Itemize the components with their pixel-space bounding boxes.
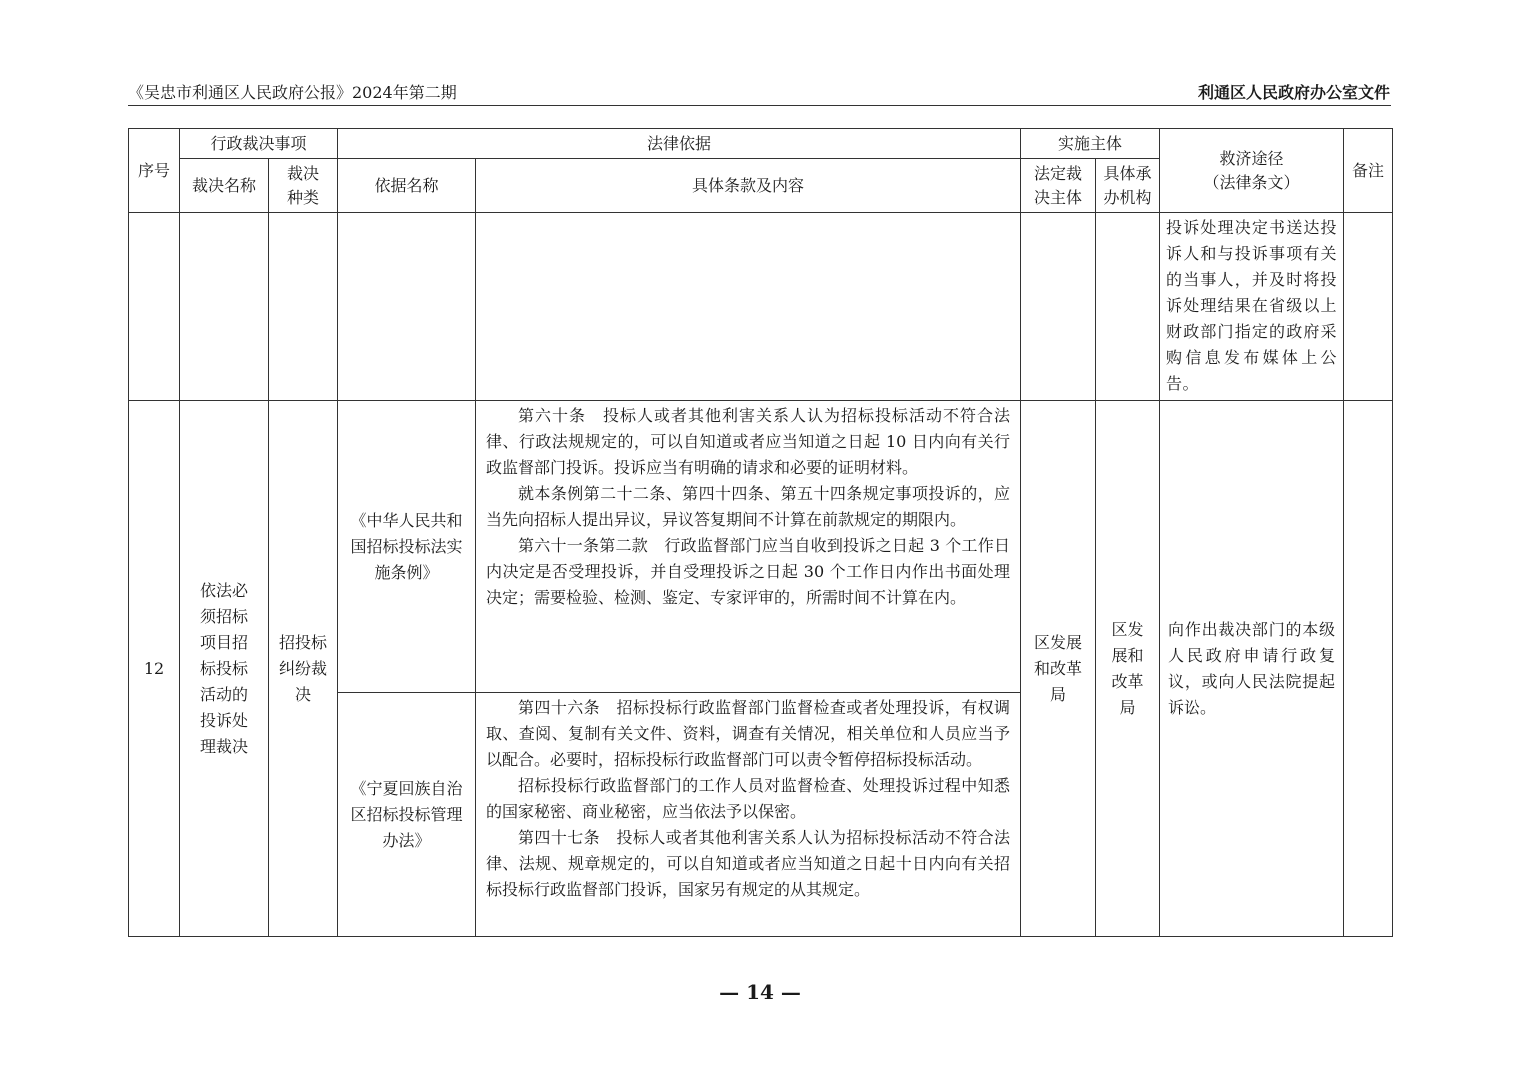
row12-law2-name: 《宁夏回族自治区招标投标管理办法》	[338, 693, 476, 937]
col-matter-type-header	[269, 159, 338, 213]
col-law-group-header: 法律依据	[338, 129, 1021, 159]
adjudication-table	[128, 128, 1393, 937]
law1-paragraph: 第六十一条第二款 行政监督部门应当自收到投诉之日起 3 个工作日内决定是否受理投诉，并自受理投诉之日起 30 个工作日内作出书面处理决定；需要检验、检测、鉴定、专家评审的，所需时间不计算在内。	[486, 536, 1011, 607]
law2-paragraph: 第四十七条 投标人或者其他利害关系人认为招标投标活动不符合法律、法规、规章规定的，可以自知道或者应当知道之日起十日内向有关招标投标行政监督部门投诉，国家另有规定的从其规定。	[486, 828, 1011, 899]
cell-empty	[269, 213, 338, 401]
row12-remedy: 向作出裁决部门的本级人民政府申请行政复议，或向人民法院提起诉讼。	[1160, 401, 1344, 937]
header-row-1	[129, 129, 1393, 159]
col-subject-group-header: 实施主体	[1021, 129, 1160, 159]
law1-paragraph: 第六十条 投标人或者其他利害关系人认为招标投标活动不符合法律、行政法规规定的，可以自知道或者应当知道之日起 10 日内向有关行政监督部门投诉。投诉应当有明确的请求和必要的证明材料。	[486, 406, 1011, 477]
matter-type-header-line1: 裁决	[287, 163, 320, 183]
col-law-content-header: 具体条款及内容	[476, 159, 1021, 213]
cell-empty	[1021, 213, 1096, 401]
legal-subject-header-line1: 法定裁	[1034, 163, 1083, 183]
matter-type-header-line2: 种类	[287, 187, 320, 207]
header-publication-title: 《吴忠市利通区人民政府公报》2024年第二期	[128, 83, 457, 102]
row12-law2-content	[476, 693, 1021, 937]
cell-empty	[338, 213, 476, 401]
header-rule	[128, 105, 1391, 106]
handling-header-line2: 办机构	[1103, 187, 1152, 207]
header-office-name: 利通区人民政府办公室文件	[1197, 83, 1390, 102]
cell-empty	[129, 213, 180, 401]
cell-empty	[180, 213, 269, 401]
remedy-header-line2: （法律条文）	[1203, 172, 1300, 192]
cell-empty	[1344, 213, 1393, 401]
cell-empty	[1096, 213, 1160, 401]
row12-adjudication-type: 招投标纠纷裁决	[269, 401, 338, 937]
table-row-12a	[129, 401, 1393, 693]
col-note-header: 备注	[1344, 129, 1393, 213]
col-seq-header: 序号	[129, 129, 180, 213]
page-number: — 14 —	[719, 980, 801, 1004]
cell-empty	[476, 213, 1021, 401]
row12-seq: 12	[129, 401, 180, 937]
remedy-header-line1: 救济途径	[1219, 148, 1284, 168]
row12-law1-content	[476, 401, 1021, 693]
law2-paragraph: 招标投标行政监督部门的工作人员对监督检查、处理投诉过程中知悉的国家秘密、商业秘密，应当依法予以保密。	[486, 776, 1011, 821]
legal-subject-header-line2: 决主体	[1034, 187, 1083, 207]
col-matter-name-header: 裁决名称	[180, 159, 269, 213]
col-remedy-header	[1160, 129, 1344, 213]
law2-paragraph: 第四十六条 招标投标行政监督部门监督检查或者处理投诉，有权调取、查阅、复制有关文件、资料，调查有关情况，相关单位和人员应当予以配合。必要时，招标投标行政监督部门可以责令暂停招标投标活动。	[486, 698, 1011, 769]
law1-paragraph: 就本条例第二十二条、第四十四条、第五十四条规定事项投诉的，应当先向招标人提出异议，异议答复期间不计算在前款规定的期限内。	[486, 484, 1011, 529]
col-legal-subject-header	[1021, 159, 1096, 213]
row12-law1-name: 《中华人民共和国招标投标法实施条例》	[338, 401, 476, 693]
continued-remedy-text: 投诉处理决定书送达投诉人和与投诉事项有关的当事人，并及时将投诉处理结果在省级以上财政部门指定的政府采购信息发布媒体上公告。	[1160, 213, 1344, 401]
row12-note	[1344, 401, 1393, 937]
handling-header-line1: 具体承	[1103, 163, 1152, 183]
row12-handling-agency: 区发展和改革局	[1096, 401, 1160, 937]
table-row-continued	[129, 213, 1393, 401]
col-handling-header	[1096, 159, 1160, 213]
col-law-name-header: 依据名称	[338, 159, 476, 213]
col-matter-group-header: 行政裁决事项	[180, 129, 338, 159]
row12-adjudication-name: 依法必须招标项目招标投标活动的投诉处理裁决	[180, 401, 269, 937]
row12-legal-subject: 区发展和改革局	[1021, 401, 1096, 937]
